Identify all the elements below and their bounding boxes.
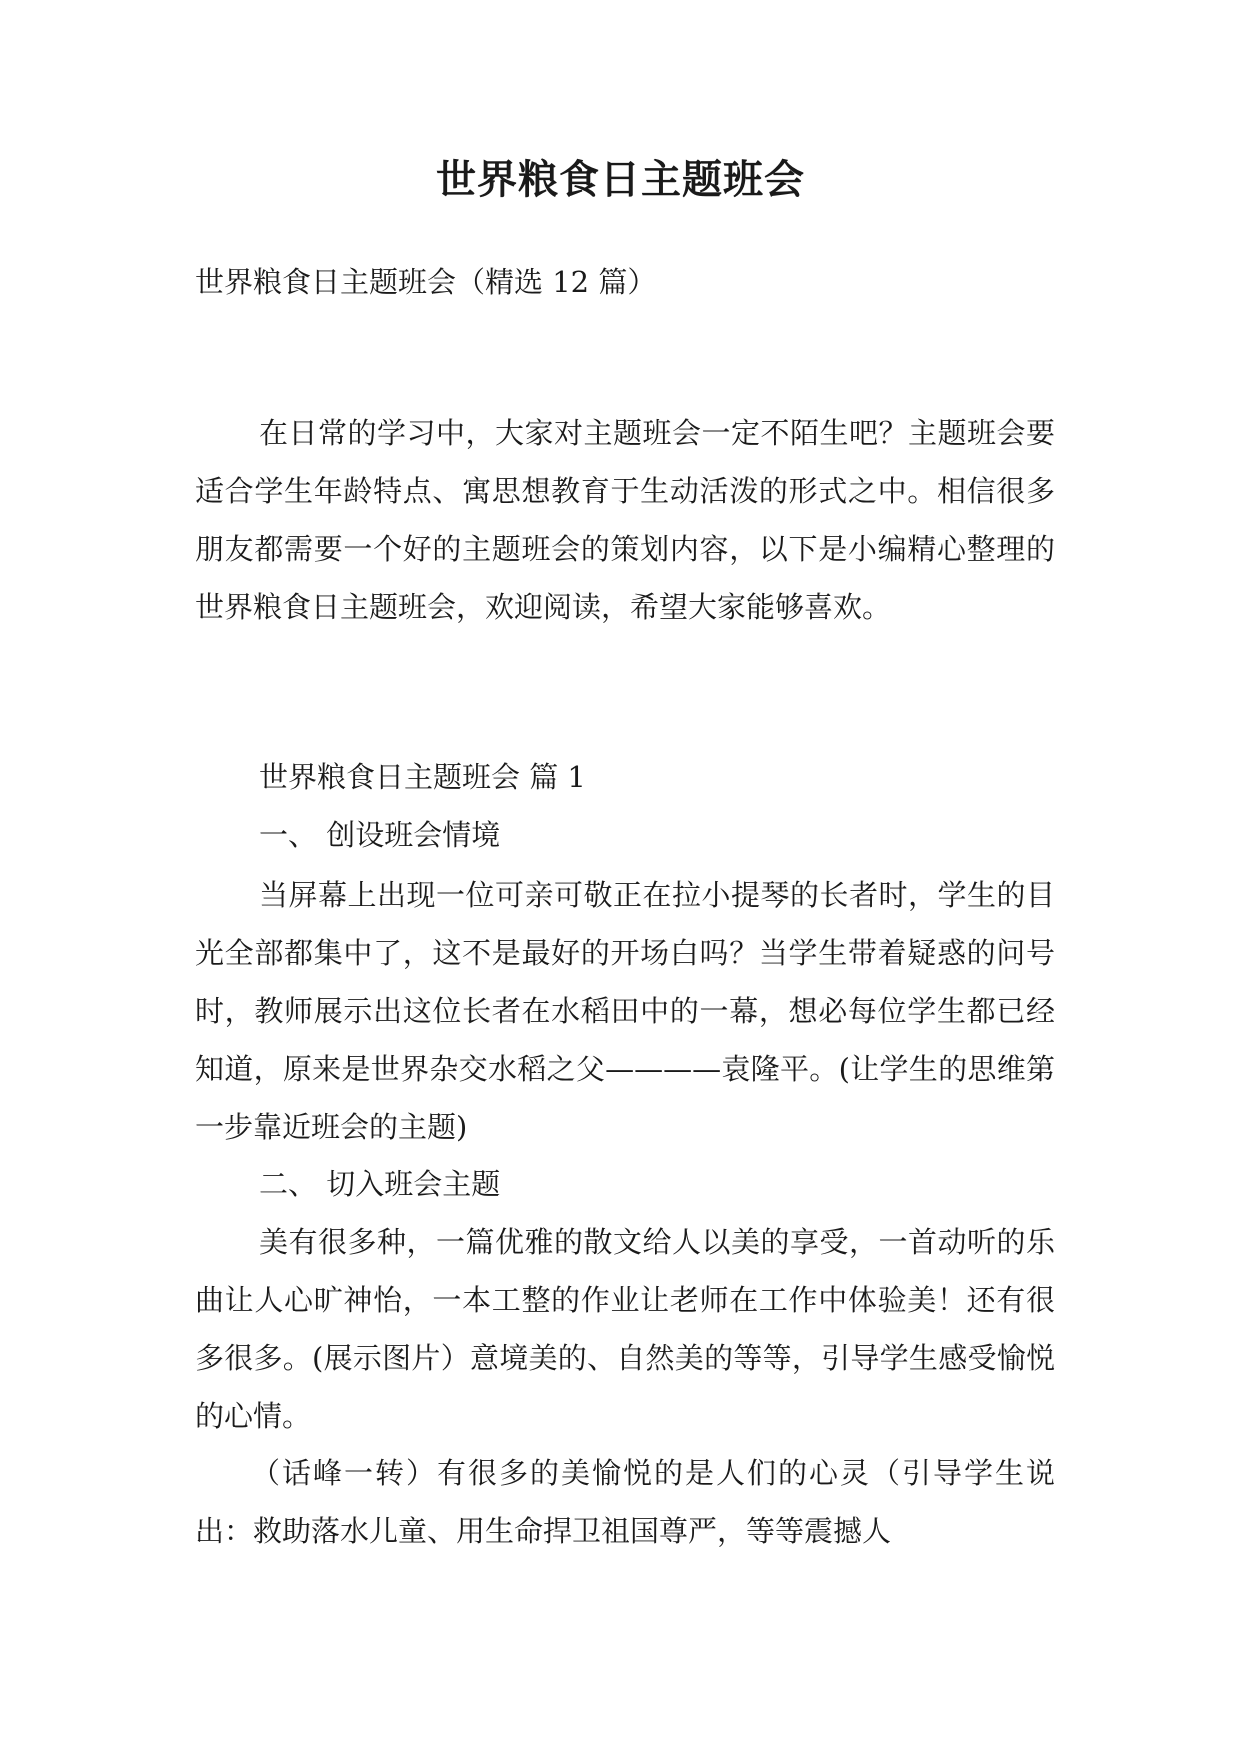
body-paragraph-2: 美有很多种，一篇优雅的散文给人以美的享受，一首动听的乐曲让人心旷神怡，一本工整的作业让老师在工作中体验美！还有很多很多。(展示图片）意境美的、自然美的等等，引导学生感受愉悦的心情。 xyxy=(195,1225,1055,1433)
list-item-heading-2: 二、 切入班会主题 xyxy=(259,1167,501,1201)
section-heading: 世界粮食日主题班会 篇 1 xyxy=(259,760,586,794)
document-subtitle: 世界粮食日主题班会（精选 12 篇） xyxy=(195,265,657,299)
document-title: 世界粮食日主题班会 xyxy=(436,156,805,203)
body-paragraph-3: （话峰一转）有很多的美愉悦的是人们的心灵（引导学生说出：救助落水儿童、用生命捍卫祖国尊严，等等震撼人 xyxy=(195,1456,1055,1548)
intro-paragraph: 在日常的学习中，大家对主题班会一定不陌生吧？主题班会要适合学生年龄特点、寓思想教育于生动活泼的形式之中。相信很多朋友都需要一个好的主题班会的策划内容，以下是小编精心整理的世界粮食日主题班会，欢迎阅读，希望大家能够喜欢。 xyxy=(195,416,1055,624)
list-item-heading-1: 一、 创设班会情境 xyxy=(259,818,501,852)
body-paragraph-1: 当屏幕上出现一位可亲可敬正在拉小提琴的长者时，学生的目光全部都集中了，这不是最好的开场白吗？当学生带着疑惑的问号时，教师展示出这位长者在水稻田中的一幕，想必每位学生都已经知道，原来是世界杂交水稻之父————袁隆平。(让学生的思维第一步靠近班会的主题) xyxy=(195,878,1055,1144)
